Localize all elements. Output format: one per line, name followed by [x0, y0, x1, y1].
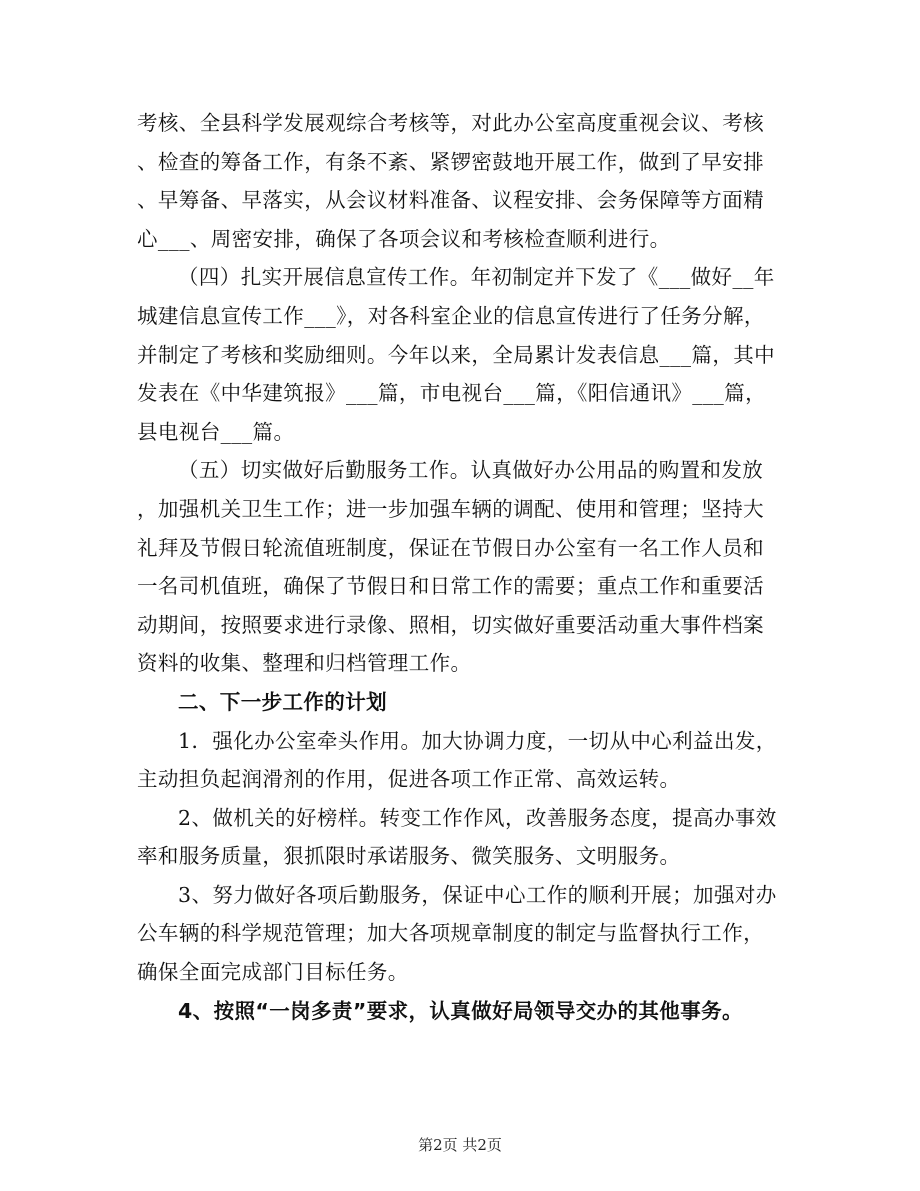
- text-line: 2、做机关的好榜样。转变工作作风，改善服务态度，提高办事效: [178, 805, 777, 830]
- text-line: 心___、周密安排，确保了各项会议和考核检查顺利进行。: [137, 226, 671, 251]
- text-line: （四）扎实开展信息宣传工作。年初制定并下发了《___做好__年: [178, 265, 775, 290]
- text-line: 考核、全县科学发展观综合考核等，对此办公室高度重视会议、考核: [137, 111, 764, 135]
- plan-item-2: [137, 799, 782, 876]
- text-line: 一名司机值班，确保了节假日和日常工作的需要；重点工作和重要活: [137, 574, 764, 599]
- text-line: 公车辆的科学规范管理；加大各项规章制度的制定与监督执行工作，: [137, 921, 764, 946]
- document-body: [137, 104, 782, 1030]
- text-line: ，加强机关卫生工作；进一步加强车辆的调配、使用和管理；坚持大: [137, 496, 764, 521]
- text-line: 、检查的筹备工作，有条不紊、紧锣密鼓地开展工作，做到了早安排: [137, 149, 764, 174]
- section-heading: [137, 683, 782, 722]
- text-line: 1．强化办公室牵头作用。加大协调力度，一切从中心利益出发，: [178, 728, 777, 753]
- page-footer: 第2页 共2页: [418, 1136, 502, 1154]
- plan-item-1: [137, 722, 782, 799]
- text-line: 、早筹备、早落实，从会议材料准备、议程安排、会务保障等方面精: [137, 188, 764, 213]
- text-line: （五）切实做好后勤服务工作。认真做好办公用品的购置和发放: [178, 458, 764, 483]
- text-line: 并制定了考核和奖励细则。今年以来，全局累计发表信息___篇，其中: [137, 342, 776, 367]
- paragraph-continuation: [137, 104, 782, 258]
- paragraph-info-publicity: [137, 258, 782, 451]
- text-line: 率和服务质量，狠抓限时承诺服务、微笑服务、文明服务。: [137, 844, 681, 869]
- section-heading-text: 二、下一步工作的计划: [178, 689, 387, 714]
- text-line: 县电视台___篇。: [137, 419, 295, 444]
- text-line: 资料的收集、整理和归档管理工作。: [137, 651, 472, 676]
- text-line: 主动担负起润滑剂的作用，促进各项工作正常、高效运转。: [137, 767, 681, 792]
- text-line: 礼拜及节假日轮流值班制度，保证在节假日办公室有一名工作人员和: [137, 535, 764, 560]
- plan-item-4: [137, 992, 782, 1031]
- paragraph-logistics: [137, 451, 782, 683]
- text-line-bold: 4、按照“一岗多责”要求，认真做好局领导交办的其他事务。: [178, 998, 743, 1023]
- plan-item-3: [137, 876, 782, 992]
- text-line: 3、努力做好各项后勤服务，保证中心工作的顺利开展；加强对办: [178, 882, 777, 907]
- text-line: 城建信息宣传工作___》，对各科室企业的信息宣传进行了任务分解，: [137, 303, 765, 328]
- text-line: 确保全面完成部门目标任务。: [137, 960, 409, 985]
- text-line: 发表在《中华建筑报》___篇，市电视台___篇，《阳信通讯》___篇，: [137, 381, 766, 406]
- text-line: 动期间，按照要求进行录像、照相，切实做好重要活动重大事件档案: [137, 612, 764, 637]
